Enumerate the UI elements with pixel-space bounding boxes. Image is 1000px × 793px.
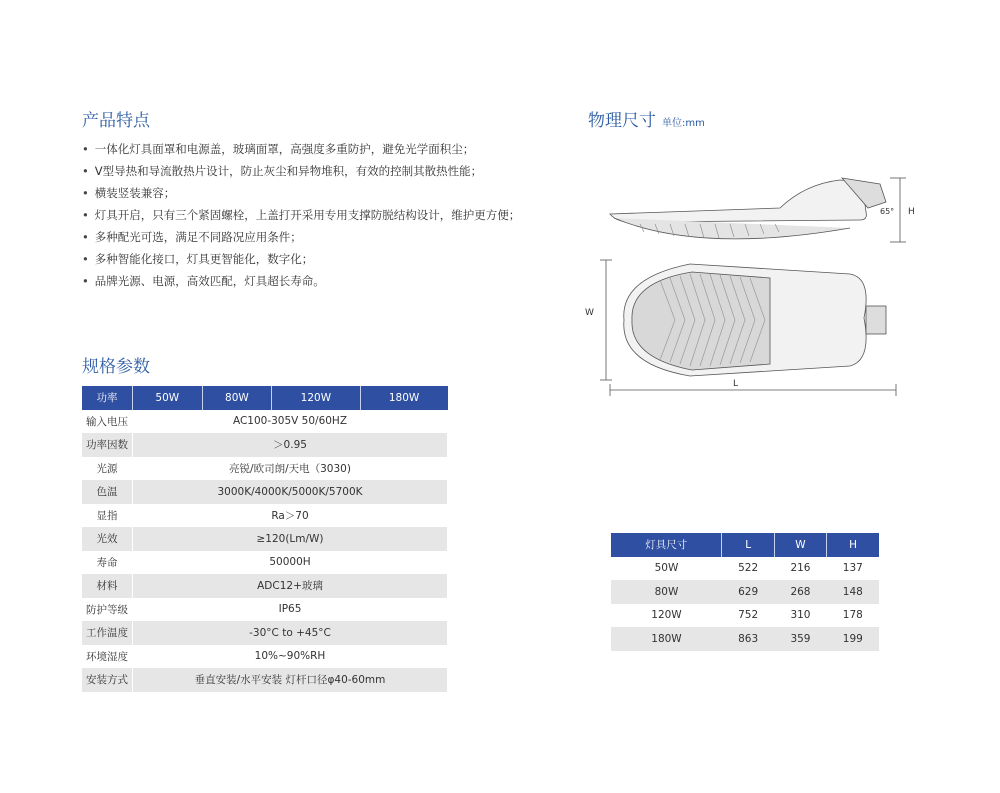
spec-value: 亮锐/欧司朗/天电（3030) <box>133 457 448 481</box>
top-view-lens <box>632 272 770 370</box>
spec-value: 10%~90%RH <box>133 645 448 669</box>
feature-item: • 横装竖装兼容； <box>82 182 562 204</box>
dimensions-title: 物理尺寸 <box>588 111 656 131</box>
dimensions-cell: 180W <box>611 627 722 651</box>
spec-value: ADC12+玻璃 <box>133 574 448 598</box>
h-label: H <box>908 207 915 217</box>
feature-item: • 一体化灯具面罩和电源盖，玻璃面罩，高强度多重防护，避免光学面积尘； <box>82 138 562 160</box>
spec-label: 防护等级 <box>82 598 133 622</box>
spec-value: 垂直安装/水平安装 灯杆口径φ40-60mm <box>133 668 448 692</box>
lamp-technical-drawing <box>580 168 920 400</box>
dimensions-header-cell: H <box>827 533 879 557</box>
spec-label: 光效 <box>82 527 133 551</box>
angle-label: 65° <box>880 207 895 216</box>
dimensions-cell: 522 <box>722 557 774 581</box>
spec-value: IP65 <box>133 598 448 622</box>
feature-list <box>82 138 562 292</box>
spec-label: 材料 <box>82 574 133 598</box>
spec-value: AC100-305V 50/60HZ <box>133 410 448 434</box>
dimensions-row <box>611 627 879 651</box>
spec-table <box>82 386 448 692</box>
dimensions-cell: 80W <box>611 580 722 604</box>
spec-label: 显指 <box>82 504 133 528</box>
spec-row <box>82 457 448 481</box>
spec-value: ≥120(Lm/W) <box>133 527 448 551</box>
dimensions-cell: 148 <box>827 580 879 604</box>
spec-value: Ra＞70 <box>133 504 448 528</box>
spec-label: 色温 <box>82 480 133 504</box>
dimensions-cell: 752 <box>722 604 774 628</box>
spec-label: 环境湿度 <box>82 645 133 669</box>
spec-header-cell: 180W <box>360 386 447 410</box>
spec-label: 寿命 <box>82 551 133 575</box>
dimensions-row <box>611 580 879 604</box>
spec-row <box>82 551 448 575</box>
spec-row <box>82 598 448 622</box>
spec-header-cell: 50W <box>133 386 203 410</box>
specs-heading: 规格参数 <box>82 357 150 377</box>
unit-label: 单位:mm <box>662 118 705 129</box>
spec-header-cell: 120W <box>272 386 360 410</box>
features-heading: 产品特点 <box>82 111 150 131</box>
w-label: W <box>585 308 594 318</box>
spec-row <box>82 480 448 504</box>
feature-item: • 多种配光可选，满足不同路况应用条件； <box>82 226 562 248</box>
feature-item: • 多种智能化接口，灯具更智能化，数字化； <box>82 248 562 270</box>
spec-header-cell: 功率 <box>82 386 133 410</box>
dimensions-row <box>611 557 879 581</box>
dimensions-cell: 359 <box>774 627 826 651</box>
spec-value: -30°C to +45°C <box>133 621 448 645</box>
dimensions-header-cell: 灯具尺寸 <box>611 533 722 557</box>
dimensions-table <box>611 533 879 651</box>
side-view-housing <box>610 180 866 222</box>
spec-header-cell: 80W <box>202 386 272 410</box>
spec-row <box>82 504 448 528</box>
feature-item: • V型导热和导流散热片设计，防止灰尘和异物堆积，有效的控制其散热性能； <box>82 160 562 182</box>
dimensions-cell: 629 <box>722 580 774 604</box>
spec-row <box>82 574 448 598</box>
top-view-mount <box>866 306 886 334</box>
spec-value: ＞0.95 <box>133 433 448 457</box>
dimensions-cell: 268 <box>774 580 826 604</box>
spec-row <box>82 410 448 434</box>
spec-label: 工作温度 <box>82 621 133 645</box>
dimensions-cell: 50W <box>611 557 722 581</box>
dimensions-cell: 199 <box>827 627 879 651</box>
dimensions-header-cell: W <box>774 533 826 557</box>
dimensions-header-cell: L <box>722 533 774 557</box>
dimensions-cell: 137 <box>827 557 879 581</box>
dimensions-row <box>611 604 879 628</box>
spec-row <box>82 668 448 692</box>
spec-label: 安装方式 <box>82 668 133 692</box>
dimensions-heading <box>588 106 705 131</box>
spec-label: 功率因数 <box>82 433 133 457</box>
spec-label: 光源 <box>82 457 133 481</box>
dimensions-cell: 310 <box>774 604 826 628</box>
dimensions-cell: 120W <box>611 604 722 628</box>
spec-label: 输入电压 <box>82 410 133 434</box>
spec-row <box>82 621 448 645</box>
spec-row <box>82 645 448 669</box>
dimensions-cell: 178 <box>827 604 879 628</box>
spec-row <box>82 433 448 457</box>
dimensions-header-row <box>611 533 879 557</box>
feature-item: • 品牌光源、电源，高效匹配，灯具超长寿命。 <box>82 270 562 292</box>
spec-row <box>82 527 448 551</box>
dimensions-cell: 216 <box>774 557 826 581</box>
spec-header-row <box>82 386 448 410</box>
spec-value: 50000H <box>133 551 448 575</box>
feature-item: • 灯具开启，只有三个紧固螺栓，上盖打开采用专用支撑防脱结构设计，维护更方便； <box>82 204 562 226</box>
dimensions-cell: 863 <box>722 627 774 651</box>
spec-value: 3000K/4000K/5000K/5700K <box>133 480 448 504</box>
l-label: L <box>733 379 739 389</box>
